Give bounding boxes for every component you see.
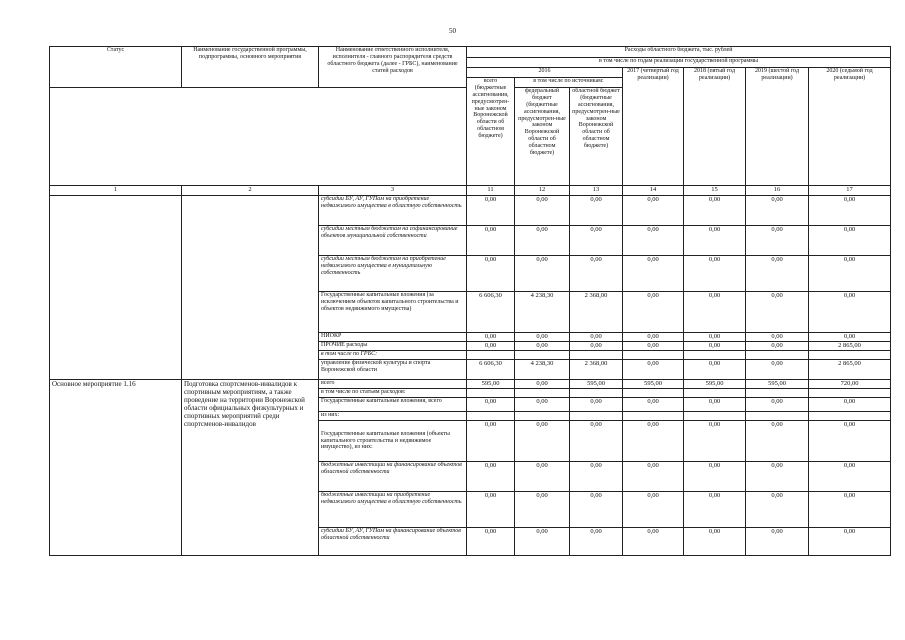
value-cell: 0,00 <box>467 196 515 226</box>
column-number: 11 <box>467 186 515 196</box>
value-cell: 0,00 <box>515 421 570 462</box>
value-cell: 0,00 <box>515 333 570 342</box>
value-cell: 0,00 <box>623 528 684 556</box>
value-cell: 0,00 <box>570 342 623 351</box>
value-cell: 0,00 <box>467 342 515 351</box>
value-cell: 0,00 <box>623 342 684 351</box>
value-cell: 595,00 <box>746 380 809 389</box>
value-cell: 4 238,30 <box>515 292 570 333</box>
value-cell: 720,00 <box>809 380 891 389</box>
value-cell: 0,00 <box>684 256 746 292</box>
value-cell: 0,00 <box>684 342 746 351</box>
value-cell: 0,00 <box>623 333 684 342</box>
value-cell: 0,00 <box>809 421 891 462</box>
header-total: всего (бюджетные ассигнования, предусмотрен-ные законом Воронежской области об областном бюджете) <box>467 78 515 186</box>
header-year-2016: 2016 <box>467 68 623 78</box>
value-cell: 0,00 <box>570 256 623 292</box>
value-cell: 0,00 <box>570 421 623 462</box>
value-cell: 0,00 <box>623 256 684 292</box>
value-cell: 2 368,00 <box>570 360 623 380</box>
value-cell: 0,00 <box>570 492 623 528</box>
value-cell: 0,00 <box>515 256 570 292</box>
header-2019: 2019 (шестой год реализации) <box>746 68 809 186</box>
value-cell: 595,00 <box>467 380 515 389</box>
value-cell: 0,00 <box>515 380 570 389</box>
value-cell: 0,00 <box>467 398 515 412</box>
header-program-name: Наименование государственной программы, подпрограммы, основного мероприятия <box>182 47 319 88</box>
value-cell: 0,00 <box>746 360 809 380</box>
value-cell: 0,00 <box>809 196 891 226</box>
row-label: всего <box>319 380 467 389</box>
value-cell: 0,00 <box>467 492 515 528</box>
value-cell: 0,00 <box>746 342 809 351</box>
value-cell: 0,00 <box>684 226 746 256</box>
row-label: субсидии местным бюджетам на софинансирование объектов муниципальной собственности <box>319 226 467 256</box>
budget-table <box>49 46 891 556</box>
value-cell: 0,00 <box>467 421 515 462</box>
value-cell: 0,00 <box>515 196 570 226</box>
header-by-sources: в том числе по источникам: <box>515 78 623 88</box>
row-label: НИОКР <box>319 333 467 342</box>
column-number: 15 <box>684 186 746 196</box>
row-label: субсидии БУ, АУ, ГУПам на финансирование объектов областной собственности <box>319 528 467 556</box>
row-label: Государственные капитальные вложения, всего <box>319 398 467 412</box>
value-cell: 0,00 <box>623 360 684 380</box>
header-2020: 2020 (седьмой год реализации) <box>809 68 891 186</box>
status-cell-empty <box>50 196 182 380</box>
row-label: из них: <box>319 412 467 421</box>
value-cell: 2 368,00 <box>570 292 623 333</box>
table-row <box>50 380 891 389</box>
program-cell-empty <box>182 196 319 380</box>
column-number: 14 <box>623 186 684 196</box>
value-cell: 4 238,30 <box>515 360 570 380</box>
header-executor: Наименование ответственного исполнителя, исполнителя - главного распорядителя средств областного бюджета (далее - ГРБС), наименование статей расходов <box>319 47 467 88</box>
value-cell: 595,00 <box>570 380 623 389</box>
row-label: управление физической культуры и спорта Воронежской области <box>319 360 467 380</box>
value-cell: 595,00 <box>684 380 746 389</box>
value-cell: 0,00 <box>684 333 746 342</box>
value-cell: 0,00 <box>809 398 891 412</box>
value-cell: 0,00 <box>809 256 891 292</box>
value-cell: 0,00 <box>570 462 623 492</box>
table-row <box>50 196 891 226</box>
row-label: субсидии местным бюджетам на приобретение недвижимого имущества в муниципальную собственность <box>319 256 467 292</box>
value-cell: 0,00 <box>746 226 809 256</box>
value-cell: 0,00 <box>746 292 809 333</box>
row-label: в том числе по статьям расходов: <box>319 389 467 398</box>
value-cell: 0,00 <box>467 528 515 556</box>
value-cell: 0,00 <box>623 398 684 412</box>
value-cell: 0,00 <box>809 226 891 256</box>
value-cell: 0,00 <box>515 342 570 351</box>
value-cell: 2 865,00 <box>809 360 891 380</box>
value-cell: 0,00 <box>746 333 809 342</box>
value-cell: 6 606,30 <box>467 360 515 380</box>
value-cell: 0,00 <box>809 462 891 492</box>
value-cell: 0,00 <box>570 333 623 342</box>
value-cell: 0,00 <box>746 196 809 226</box>
value-cell: 2 865,00 <box>809 342 891 351</box>
value-cell: 0,00 <box>623 196 684 226</box>
value-cell: 0,00 <box>746 256 809 292</box>
row-label: в том числе по ГРБС: <box>319 351 467 360</box>
value-cell: 0,00 <box>684 492 746 528</box>
column-number: 13 <box>570 186 623 196</box>
value-cell: 0,00 <box>623 226 684 256</box>
value-cell: 0,00 <box>684 462 746 492</box>
header-2017: 2017 (четвертый год реализации) <box>623 68 684 186</box>
value-cell: 0,00 <box>515 398 570 412</box>
header-expenses-title: Расходы областного бюджета, тыс. рублей <box>467 47 891 58</box>
column-number: 1 <box>50 186 182 196</box>
value-cell: 0,00 <box>623 292 684 333</box>
row-label: субсидии БУ, АУ, ГУПам на приобретение недвижимого имущества в областную собственность <box>319 196 467 226</box>
row-label: Государственные капитальные вложения (объекты капитального строительства и недвижимое имущество), из них: <box>319 421 467 462</box>
value-cell: 0,00 <box>746 421 809 462</box>
column-number: 16 <box>746 186 809 196</box>
header-federal: федеральный бюджет (бюджетные ассигнования, предусмотрен-ные законом Воронежской области об областном бюджете) <box>515 88 570 186</box>
value-cell: 0,00 <box>684 360 746 380</box>
value-cell: 0,00 <box>467 256 515 292</box>
value-cell: 0,00 <box>515 492 570 528</box>
value-cell: 0,00 <box>467 226 515 256</box>
value-cell: 0,00 <box>570 196 623 226</box>
value-cell: 595,00 <box>623 380 684 389</box>
column-number: 12 <box>515 186 570 196</box>
value-cell: 0,00 <box>623 421 684 462</box>
header-by-years: в том числе по годам реализации государственной программы <box>467 58 891 68</box>
value-cell: 0,00 <box>809 333 891 342</box>
value-cell: 0,00 <box>515 226 570 256</box>
value-cell: 0,00 <box>746 462 809 492</box>
page-number: 50 <box>449 27 456 35</box>
row-label: бюджетные инвестиции на приобретение недвижимого имущества в областную собственность <box>319 492 467 528</box>
header-2018: 2018 (пятый год реализации) <box>684 68 746 186</box>
header-regional: областной бюджет (бюджетные ассигнования, предусмотрен-ные законом Воронежской области об областном бюджете) <box>570 88 623 186</box>
row-label: ПРОЧИЕ расходы <box>319 342 467 351</box>
value-cell: 0,00 <box>684 528 746 556</box>
value-cell: 0,00 <box>809 528 891 556</box>
column-number: 2 <box>182 186 319 196</box>
row-label: бюджетные инвестиции на финансирование объектов областной собственности <box>319 462 467 492</box>
value-cell: 0,00 <box>570 226 623 256</box>
value-cell: 0,00 <box>684 292 746 333</box>
value-cell: 0,00 <box>515 528 570 556</box>
header-status: Статус <box>50 47 182 88</box>
value-cell: 0,00 <box>746 528 809 556</box>
value-cell: 0,00 <box>809 492 891 528</box>
value-cell: 0,00 <box>809 292 891 333</box>
value-cell: 6 606,30 <box>467 292 515 333</box>
main-event-status: Основное мероприятие 1.16 <box>50 380 182 556</box>
value-cell: 0,00 <box>746 398 809 412</box>
value-cell: 0,00 <box>467 333 515 342</box>
value-cell: 0,00 <box>746 492 809 528</box>
value-cell: 0,00 <box>623 462 684 492</box>
row-label: Государственные капитальные вложения (за исключением объектов капитального строительства и объектов недвижимого имущества) <box>319 292 467 333</box>
column-number: 17 <box>809 186 891 196</box>
value-cell: 0,00 <box>623 492 684 528</box>
value-cell: 0,00 <box>684 196 746 226</box>
value-cell: 0,00 <box>515 462 570 492</box>
column-number: 3 <box>319 186 467 196</box>
value-cell: 0,00 <box>570 398 623 412</box>
value-cell: 0,00 <box>467 462 515 492</box>
value-cell: 0,00 <box>570 528 623 556</box>
main-event-name: Подготовка спортсменов-инвалидов к спортивным мероприятиям, а также проведение на территории Воронежской области официальных физкультурных и спортивных мероприятий среди спортсменов-инвалидов <box>182 380 319 556</box>
value-cell: 0,00 <box>684 398 746 412</box>
value-cell: 0,00 <box>684 421 746 462</box>
